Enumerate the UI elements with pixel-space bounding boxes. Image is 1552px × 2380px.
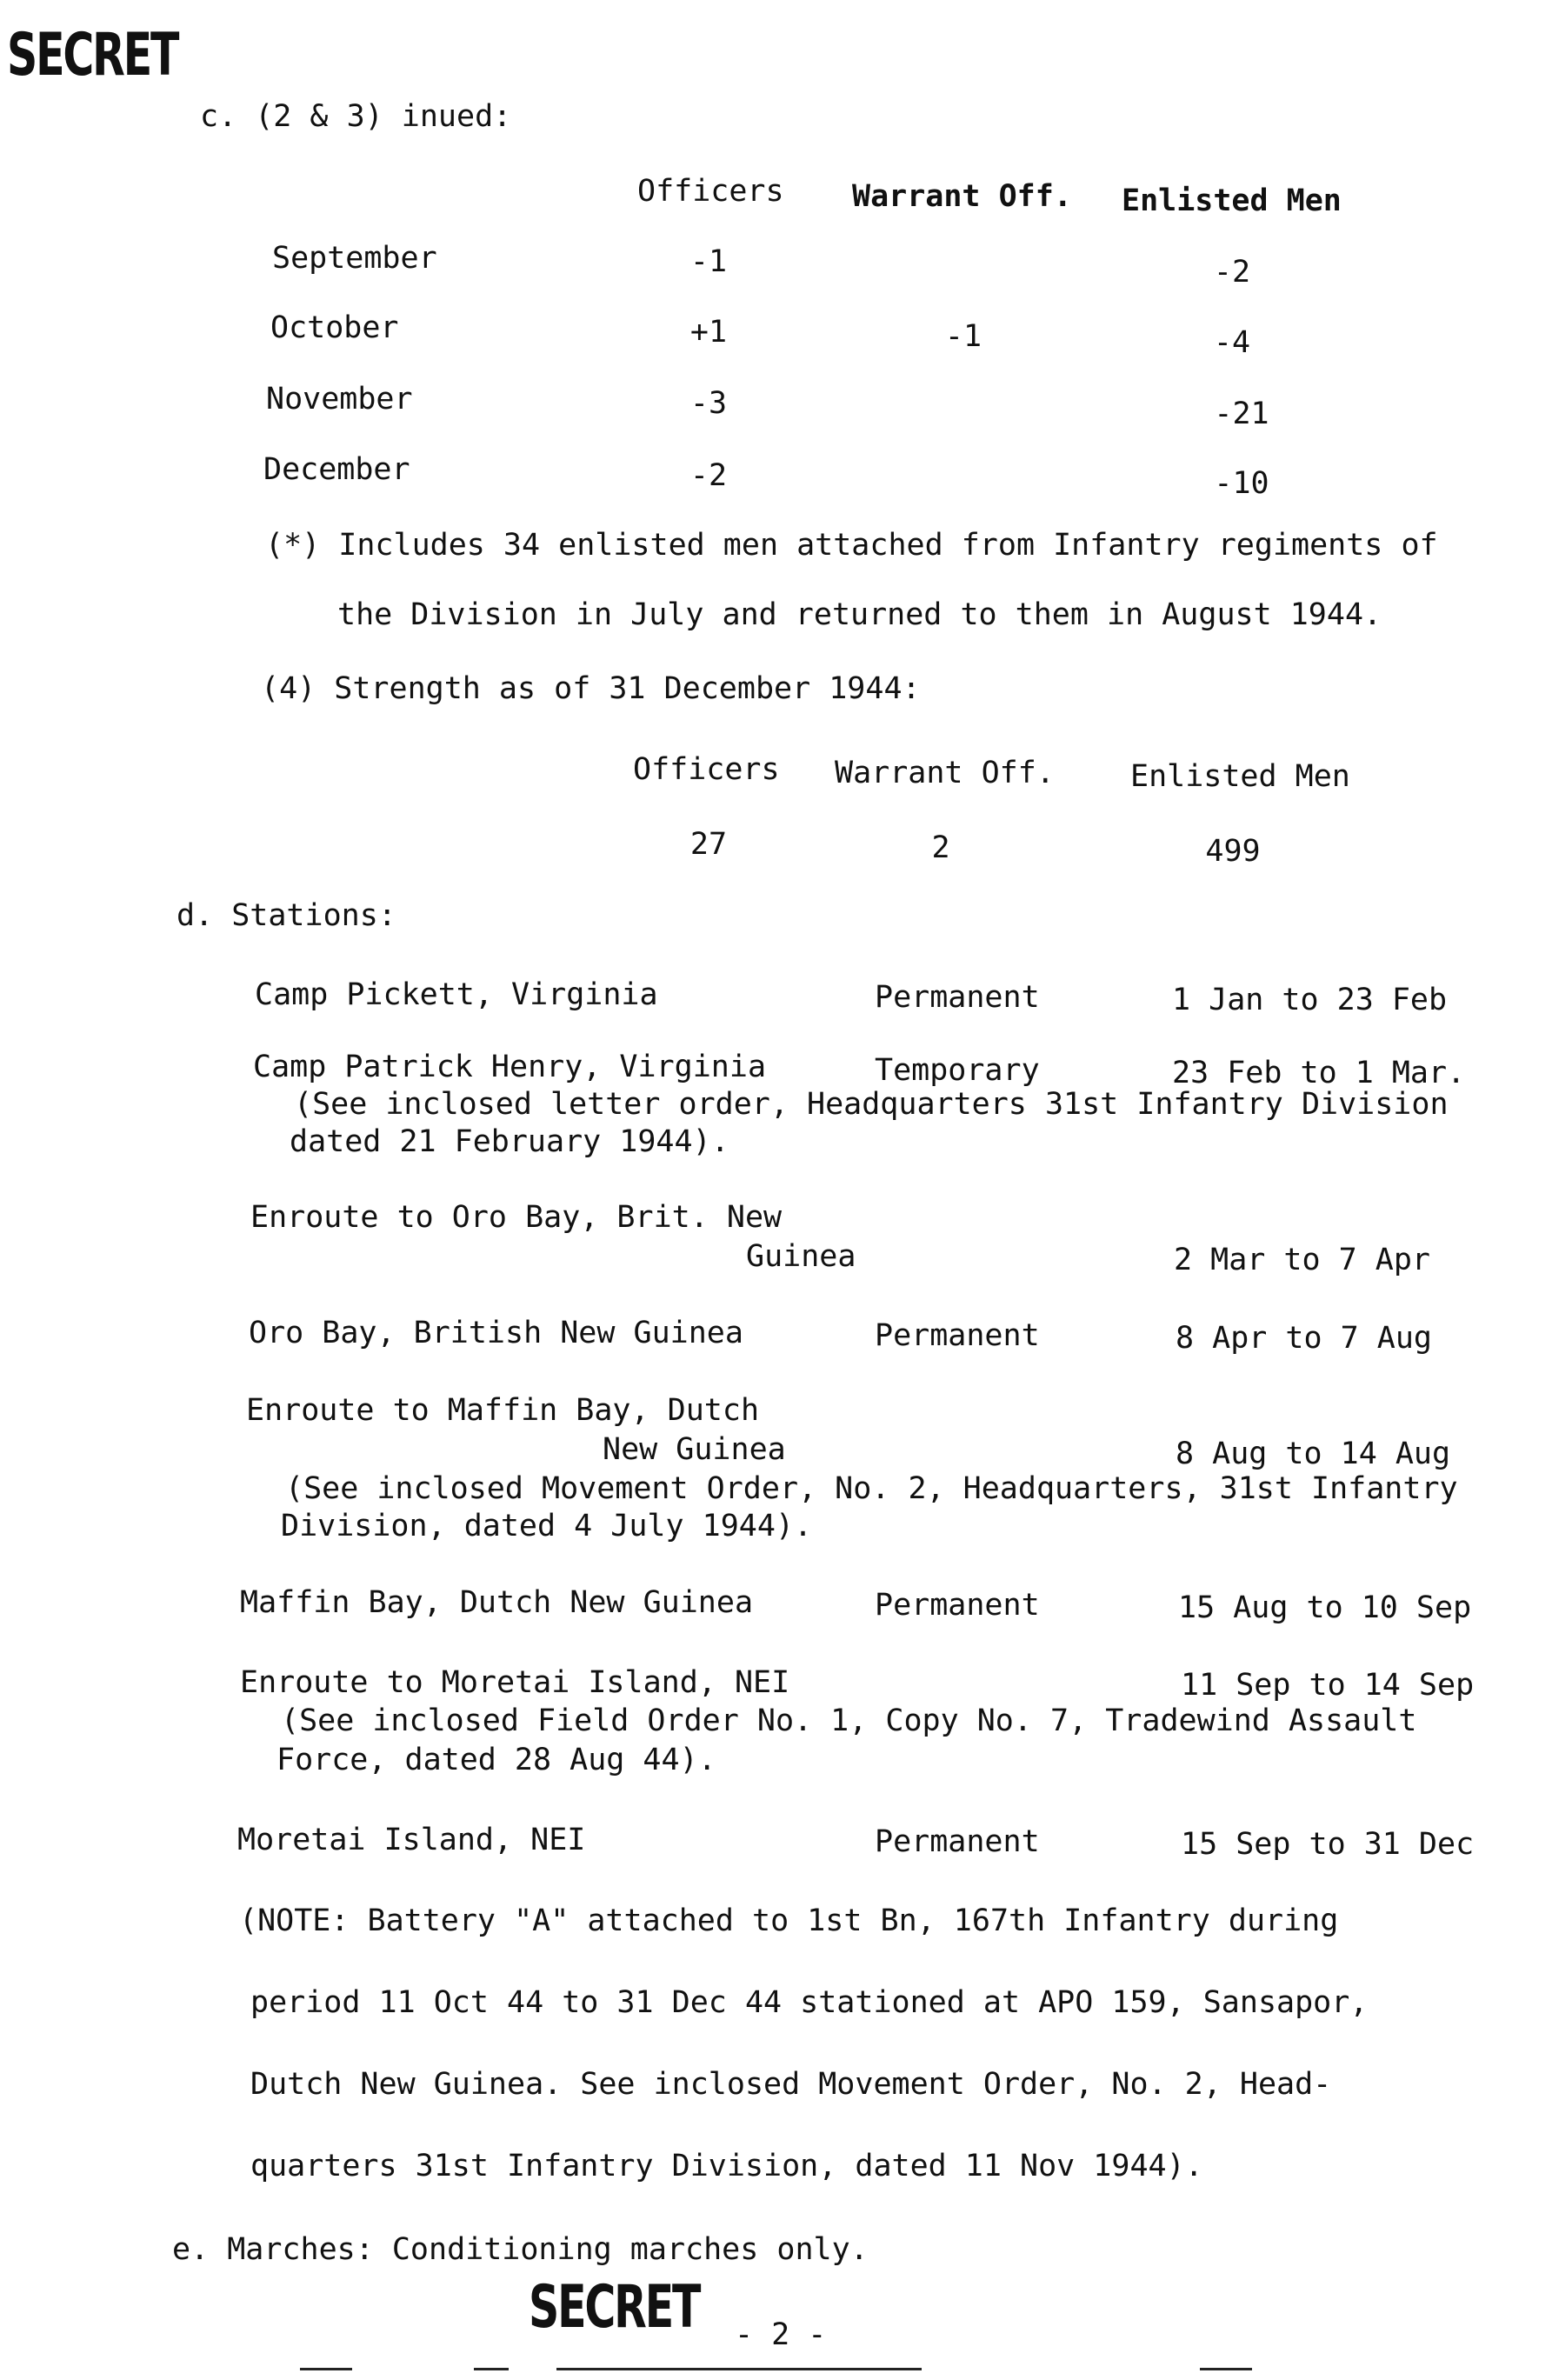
col-warrant: Warrant Off. [852, 179, 1072, 214]
col-officers: Officers [637, 174, 784, 209]
section-d-heading: d. Stations: [177, 898, 396, 933]
row-officers: -2 [689, 458, 728, 493]
station-dates: 8 Aug to 14 Aug [1176, 1437, 1451, 1471]
station-type: Permanent [875, 1824, 1040, 1859]
scan-edge-mark [1200, 2368, 1252, 2370]
station-name: Enroute to Maffin Bay, Dutch [246, 1393, 760, 1428]
bottom-secret-stamp: SECRET [529, 2273, 700, 2342]
station-note: dated 21 February 1944). [290, 1124, 729, 1159]
page-number: - 2 - [735, 2317, 827, 2352]
station-note: (See inclosed letter order, Headquarters 31st Infantry Division [294, 1087, 1449, 1122]
strength-enlisted-value: 499 [1205, 834, 1261, 869]
col-enlisted: Enlisted Men [1122, 183, 1342, 218]
note-line: quarters 31st Infantry Division, dated 11 Nov 1944). [250, 2149, 1203, 2183]
station-dates: 2 Mar to 7 Apr [1174, 1243, 1431, 1277]
top-secret-stamp: SECRET [7, 21, 178, 90]
station-name: Oro Bay, British New Guinea [249, 1316, 743, 1350]
station-dates: 23 Feb to 1 Mar. [1172, 1056, 1466, 1090]
station-name: Enroute to Moretai Island, NEI [240, 1665, 790, 1700]
strength-heading: (4) Strength as of 31 December 1944: [261, 671, 921, 706]
station-note: Force, dated 28 Aug 44). [276, 1743, 716, 1777]
station-dates: 15 Aug to 10 Sep [1178, 1590, 1472, 1625]
scan-edge-mark [556, 2368, 922, 2370]
row-enlisted: -2 [1213, 255, 1251, 290]
station-dates: 8 Apr to 7 Aug [1176, 1321, 1433, 1356]
row-month: October [270, 310, 399, 345]
row-month: November [266, 382, 413, 417]
strength-col-enlisted: Enlisted Men [1130, 759, 1350, 794]
station-dates: 11 Sep to 14 Sep [1181, 1668, 1475, 1703]
strength-officers-value: 27 [689, 827, 728, 862]
station-name: Camp Patrick Henry, Virginia [253, 1050, 767, 1084]
section-c-heading: c. (2 & 3) inued: [200, 99, 512, 134]
station-name: Camp Pickett, Virginia [255, 977, 658, 1012]
station-note: (See inclosed Field Order No. 1, Copy No. 7, Tradewind Assault [281, 1703, 1417, 1738]
footnote-line-1: (*) Includes 34 enlisted men attached from Infantry regiments of [265, 528, 1438, 563]
strength-col-warrant: Warrant Off. [835, 756, 1055, 790]
station-dates: 1 Jan to 23 Feb [1172, 983, 1448, 1017]
station-name-cont: New Guinea [603, 1432, 786, 1467]
section-e-heading: e. Marches: Conditioning marches only. [172, 2232, 869, 2267]
row-officers: -3 [689, 386, 728, 421]
row-officers: +1 [689, 315, 728, 350]
note-line: Dutch New Guinea. See inclosed Movement Order, No. 2, Head- [250, 2067, 1332, 2102]
station-note: (See inclosed Movement Order, No. 2, Headquarters, 31st Infantry [285, 1471, 1458, 1506]
scan-edge-mark [300, 2368, 352, 2370]
station-dates: 15 Sep to 31 Dec [1181, 1827, 1475, 1862]
strength-col-officers: Officers [633, 752, 780, 787]
station-name: Moretai Island, NEI [237, 1823, 586, 1857]
strength-warrant-value: 2 [931, 830, 950, 865]
row-month: September [272, 241, 437, 276]
row-officers: -1 [689, 244, 728, 279]
scan-edge-mark [474, 2368, 509, 2370]
footnote-line-2: the Division in July and returned to them in August 1944. [337, 597, 1382, 632]
row-warrant: -1 [944, 319, 982, 354]
station-type: Permanent [875, 1588, 1040, 1623]
station-note: Division, dated 4 July 1944). [281, 1509, 813, 1543]
station-name: Enroute to Oro Bay, Brit. New [250, 1200, 783, 1235]
row-enlisted: -10 [1214, 466, 1269, 501]
station-type: Permanent [875, 980, 1040, 1015]
station-type: Temporary [875, 1053, 1040, 1088]
station-name-cont: Guinea [746, 1239, 856, 1274]
row-enlisted: -21 [1214, 397, 1269, 431]
station-type: Permanent [875, 1318, 1040, 1353]
row-month: December [263, 452, 410, 487]
note-line: period 11 Oct 44 to 31 Dec 44 stationed at APO 159, Sansapor, [250, 1985, 1369, 2020]
note-line: (NOTE: Battery "A" attached to 1st Bn, 167th Infantry during [239, 1903, 1339, 1938]
row-enlisted: -4 [1213, 325, 1251, 360]
station-name: Maffin Bay, Dutch New Guinea [240, 1585, 754, 1620]
